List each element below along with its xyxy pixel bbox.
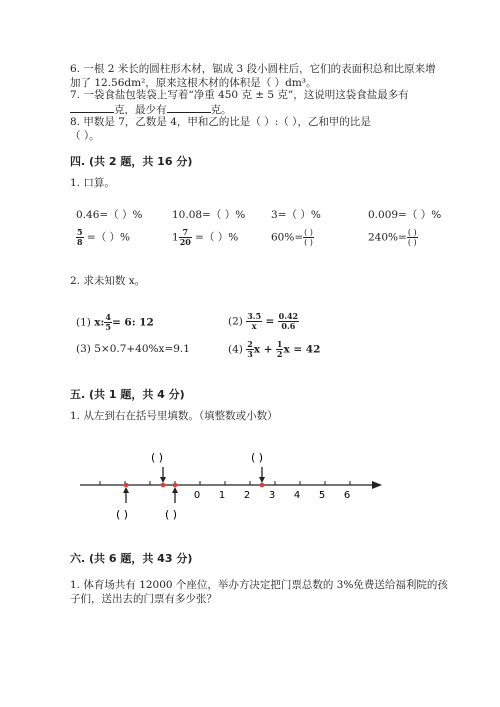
q8-line1: 8. 甲数是 7，乙数是 4，甲和乙的比是（ ）:（ ），乙和甲的比是 [70,116,371,128]
answer-paren: ( ) [150,451,164,464]
point-marker [173,483,178,488]
q8-line2: （ ）。 [70,130,100,142]
tick-label: 3 [268,490,276,501]
point-marker [161,483,166,488]
section-4-sub2: 2. 求未知数 x。 [70,275,146,287]
q6-line1: 6. 一根 2 米长的圆柱形木材，锯成 3 段小圆柱后，它们的表面积总和比原来增 [70,63,436,75]
calc-cell: 3=（ ）% [271,209,321,221]
answer-paren: ( ) [250,451,264,464]
answer-paren: ( ) [164,508,178,521]
number-line [70,445,390,527]
equation-1: (1) x: $\frac{4}{5}$ = 6: 12 [76,312,154,332]
tick-label: 6 [343,490,351,501]
section-5-title: 五. (共 1 题，共 4 分) [70,388,185,401]
equation-4: (4) $\frac{2}{3}$ x + $\frac{1}{2}$ x = 42 [228,339,321,359]
tick-label: 2 [243,490,251,501]
tick-label: 5 [318,490,326,501]
calc-cell: 10.08=（ ）% [172,209,246,221]
answer-blank[interactable] [70,102,114,113]
calc-cell-percent: 60%= $\frac{( )}{( )}$ [271,228,313,247]
calc-cell-fraction: $\frac{5}{8}$ =（ ）% [77,227,131,247]
q7-line2: 克，最少有 克。 [70,102,232,117]
tick-label: 1 [218,490,226,501]
equation-2: (2) $\frac{3.5}{x}$ = $\frac{0.42}{0.6}$ [228,311,299,331]
calc-cell: 0.009=（ ）% [368,209,442,221]
tick-label: 4 [293,490,301,501]
section-6-title: 六. (共 6 题，共 43 分) [70,552,193,565]
equation-3: (3) 5×0.7+40%x=9.1 [76,343,190,355]
section-6-q1-line1: 1. 体育场共有 12000 个座位，举办方决定把门票总数的 3%免费送给福利院的孩 [70,579,448,591]
point-marker [124,483,129,488]
q7-line1: 7. 一袋食盐包装袋上写着“净重 450 克 ± 5 克”，这说明这袋食盐最多有 [70,89,409,101]
tick-label: 0 [193,490,201,501]
point-marker [260,483,265,488]
calc-cell-mixed: 1 $\frac{7}{20}$ =（ ）% [172,227,239,247]
section-6-q1-line2: 子们，送出去的门票有多少张？ [70,593,217,605]
answer-blank[interactable] [167,102,211,113]
q6-line2: 加了 12.56dm²，原来这根木材的体积是（ ）dm³。 [70,77,317,89]
calc-cell-percent: 240%= $\frac{( )}{( )}$ [368,228,417,247]
section-4-sub1: 1. 口算。 [70,177,115,189]
section-4-title: 四. (共 2 题，共 16 分) [70,155,193,168]
calc-cell: 0.46=（ ）% [76,209,143,221]
answer-paren: ( ) [115,508,129,521]
section-5-sub1: 1. 从左到右在括号里填数。（填整数或小数） [70,410,278,422]
